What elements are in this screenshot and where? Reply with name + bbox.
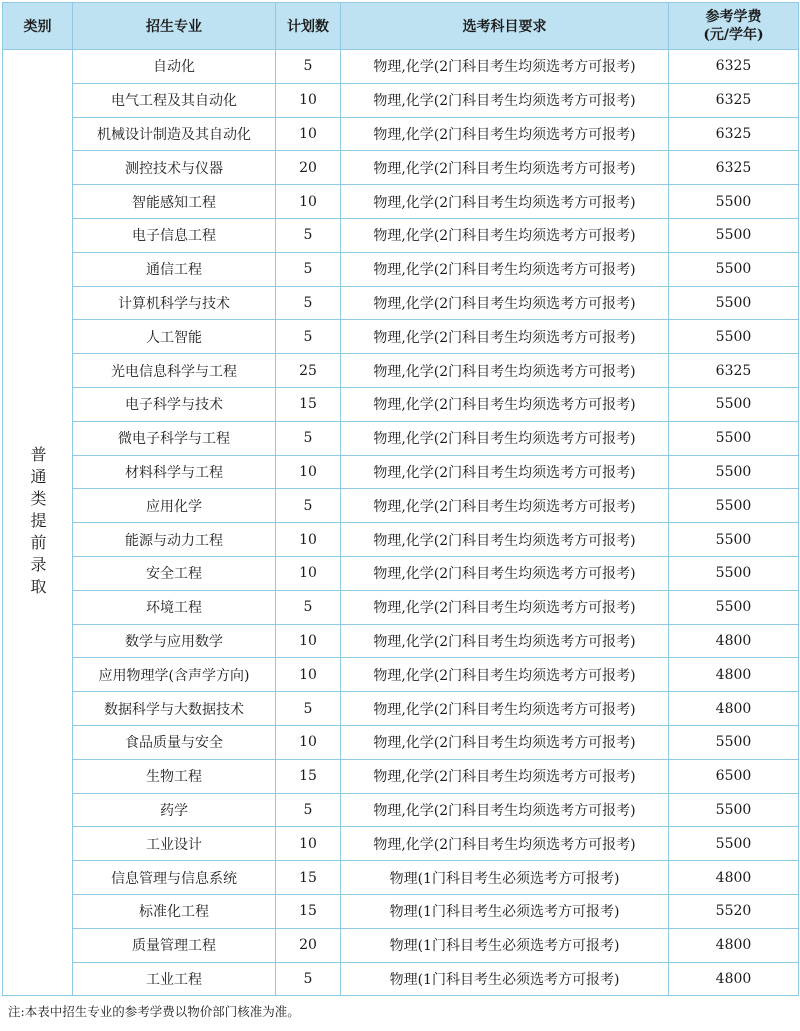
requirement-cell: 物理,化学(2门科目考生均须选考方可报考) [341,692,669,726]
table-row [3,861,799,895]
major-cell: 质量管理工程 [73,928,276,962]
table-row [3,658,799,692]
quota-cell: 5 [276,320,341,354]
category-cell: 普通类提前录取 [3,50,73,996]
requirement-cell: 物理,化学(2门科目考生均须选考方可报考) [341,624,669,658]
major-cell: 智能感知工程 [73,185,276,219]
major-cell: 药学 [73,793,276,827]
fee-cell: 6325 [669,354,799,388]
table-row [3,117,799,151]
fee-cell: 5500 [669,725,799,759]
quota-cell: 15 [276,894,341,928]
requirement-cell: 物理,化学(2门科目考生均须选考方可报考) [341,421,669,455]
quota-cell: 5 [276,692,341,726]
table-row [3,590,799,624]
fee-cell: 4800 [669,624,799,658]
fee-cell: 4800 [669,658,799,692]
fee-cell: 6325 [669,50,799,84]
requirement-cell: 物理,化学(2门科目考生均须选考方可报考) [341,556,669,590]
table-row [3,387,799,421]
header-category: 类别 [3,3,73,50]
table-row [3,793,799,827]
quota-cell: 5 [276,286,341,320]
requirement-cell: 物理,化学(2门科目考生均须选考方可报考) [341,117,669,151]
table-row [3,759,799,793]
table-row [3,354,799,388]
fee-cell: 5500 [669,590,799,624]
requirement-cell: 物理,化学(2门科目考生均须选考方可报考) [341,218,669,252]
major-cell: 能源与动力工程 [73,523,276,557]
major-cell: 安全工程 [73,556,276,590]
header-major: 招生专业 [73,3,276,50]
major-cell: 光电信息科学与工程 [73,354,276,388]
major-cell: 应用物理学(含声学方向) [73,658,276,692]
major-cell: 信息管理与信息系统 [73,861,276,895]
quota-cell: 10 [276,556,341,590]
header-requirements: 选考科目要求 [341,3,669,50]
table-row [3,624,799,658]
requirement-cell: 物理,化学(2门科目考生均须选考方可报考) [341,658,669,692]
major-cell: 电气工程及其自动化 [73,83,276,117]
major-cell: 人工智能 [73,320,276,354]
major-cell: 电子科学与技术 [73,387,276,421]
requirement-cell: 物理,化学(2门科目考生均须选考方可报考) [341,354,669,388]
requirement-cell: 物理,化学(2门科目考生均须选考方可报考) [341,185,669,219]
table-row [3,421,799,455]
fee-cell: 5500 [669,827,799,861]
header-quota: 计划数 [276,3,341,50]
table-row [3,83,799,117]
fee-cell: 4800 [669,928,799,962]
table-row [3,50,799,84]
fee-cell: 5500 [669,286,799,320]
table-row [3,286,799,320]
table-row [3,928,799,962]
fee-cell: 5520 [669,894,799,928]
requirement-cell: 物理,化学(2门科目考生均须选考方可报考) [341,387,669,421]
header-fee [669,3,799,50]
header-fee-line2: (元/学年) [703,27,764,43]
major-cell: 工业设计 [73,827,276,861]
quota-cell: 5 [276,421,341,455]
quota-cell: 5 [276,489,341,523]
requirement-cell: 物理(1门科目考生必须选考方可报考) [341,962,669,996]
quota-cell: 5 [276,793,341,827]
quota-cell: 20 [276,928,341,962]
major-cell: 机械设计制造及其自动化 [73,117,276,151]
requirement-cell: 物理,化学(2门科目考生均须选考方可报考) [341,725,669,759]
fee-cell: 6325 [669,83,799,117]
fee-cell: 5500 [669,218,799,252]
fee-cell: 5500 [669,185,799,219]
quota-cell: 20 [276,151,341,185]
header-row [3,3,799,50]
major-cell: 应用化学 [73,489,276,523]
quota-cell: 15 [276,387,341,421]
requirement-cell: 物理,化学(2门科目考生均须选考方可报考) [341,590,669,624]
table-row [3,523,799,557]
major-cell: 生物工程 [73,759,276,793]
table-row [3,725,799,759]
fee-cell: 5500 [669,523,799,557]
major-cell: 数学与应用数学 [73,624,276,658]
major-cell: 电子信息工程 [73,218,276,252]
requirement-cell: 物理,化学(2门科目考生均须选考方可报考) [341,455,669,489]
fee-cell: 4800 [669,861,799,895]
quota-cell: 10 [276,523,341,557]
fee-cell: 5500 [669,489,799,523]
quota-cell: 15 [276,759,341,793]
table-row [3,692,799,726]
table-row [3,218,799,252]
requirement-cell: 物理(1门科目考生必须选考方可报考) [341,894,669,928]
major-cell: 食品质量与安全 [73,725,276,759]
admissions-table [2,2,799,996]
major-cell: 材料科学与工程 [73,455,276,489]
major-cell: 数据科学与大数据技术 [73,692,276,726]
quota-cell: 5 [276,218,341,252]
major-cell: 标准化工程 [73,894,276,928]
fee-cell: 5500 [669,320,799,354]
requirement-cell: 物理,化学(2门科目考生均须选考方可报考) [341,793,669,827]
fee-cell: 5500 [669,387,799,421]
quota-cell: 5 [276,590,341,624]
major-cell: 测控技术与仪器 [73,151,276,185]
quota-cell: 10 [276,725,341,759]
table-row [3,827,799,861]
requirement-cell: 物理,化学(2门科目考生均须选考方可报考) [341,151,669,185]
major-cell: 自动化 [73,50,276,84]
fee-cell: 4800 [669,692,799,726]
table-row [3,320,799,354]
requirement-cell: 物理,化学(2门科目考生均须选考方可报考) [341,489,669,523]
quota-cell: 10 [276,455,341,489]
requirement-cell: 物理,化学(2门科目考生均须选考方可报考) [341,523,669,557]
quota-cell: 10 [276,624,341,658]
requirement-cell: 物理,化学(2门科目考生均须选考方可报考) [341,827,669,861]
fee-cell: 6325 [669,151,799,185]
quota-cell: 10 [276,117,341,151]
quota-cell: 5 [276,50,341,84]
quota-cell: 10 [276,83,341,117]
quota-cell: 5 [276,962,341,996]
requirement-cell: 物理,化学(2门科目考生均须选考方可报考) [341,759,669,793]
table-row [3,455,799,489]
quota-cell: 25 [276,354,341,388]
table-body [3,50,799,996]
table-row [3,151,799,185]
major-cell: 微电子科学与工程 [73,421,276,455]
requirement-cell: 物理,化学(2门科目考生均须选考方可报考) [341,50,669,84]
header-fee-line1: 参考学费 [705,9,762,25]
fee-cell: 5500 [669,556,799,590]
table-row [3,962,799,996]
quota-cell: 10 [276,658,341,692]
requirement-cell: 物理,化学(2门科目考生均须选考方可报考) [341,320,669,354]
fee-cell: 6500 [669,759,799,793]
footnote: 注:本表中招生专业的参考学费以物价部门核准为准。 [8,1004,300,1019]
table-row [3,185,799,219]
table-row [3,252,799,286]
requirement-cell: 物理,化学(2门科目考生均须选考方可报考) [341,286,669,320]
fee-cell: 5500 [669,793,799,827]
table-row [3,556,799,590]
fee-cell: 6325 [669,117,799,151]
fee-cell: 5500 [669,455,799,489]
quota-cell: 10 [276,185,341,219]
quota-cell: 15 [276,861,341,895]
major-cell: 通信工程 [73,252,276,286]
table-row [3,894,799,928]
fee-cell: 5500 [669,421,799,455]
requirement-cell: 物理,化学(2门科目考生均须选考方可报考) [341,252,669,286]
major-cell: 环境工程 [73,590,276,624]
quota-cell: 10 [276,827,341,861]
fee-cell: 4800 [669,962,799,996]
requirement-cell: 物理(1门科目考生必须选考方可报考) [341,861,669,895]
major-cell: 计算机科学与技术 [73,286,276,320]
requirement-cell: 物理,化学(2门科目考生均须选考方可报考) [341,83,669,117]
table-row [3,489,799,523]
major-cell: 工业工程 [73,962,276,996]
requirement-cell: 物理(1门科目考生必须选考方可报考) [341,928,669,962]
fee-cell: 5500 [669,252,799,286]
quota-cell: 5 [276,252,341,286]
